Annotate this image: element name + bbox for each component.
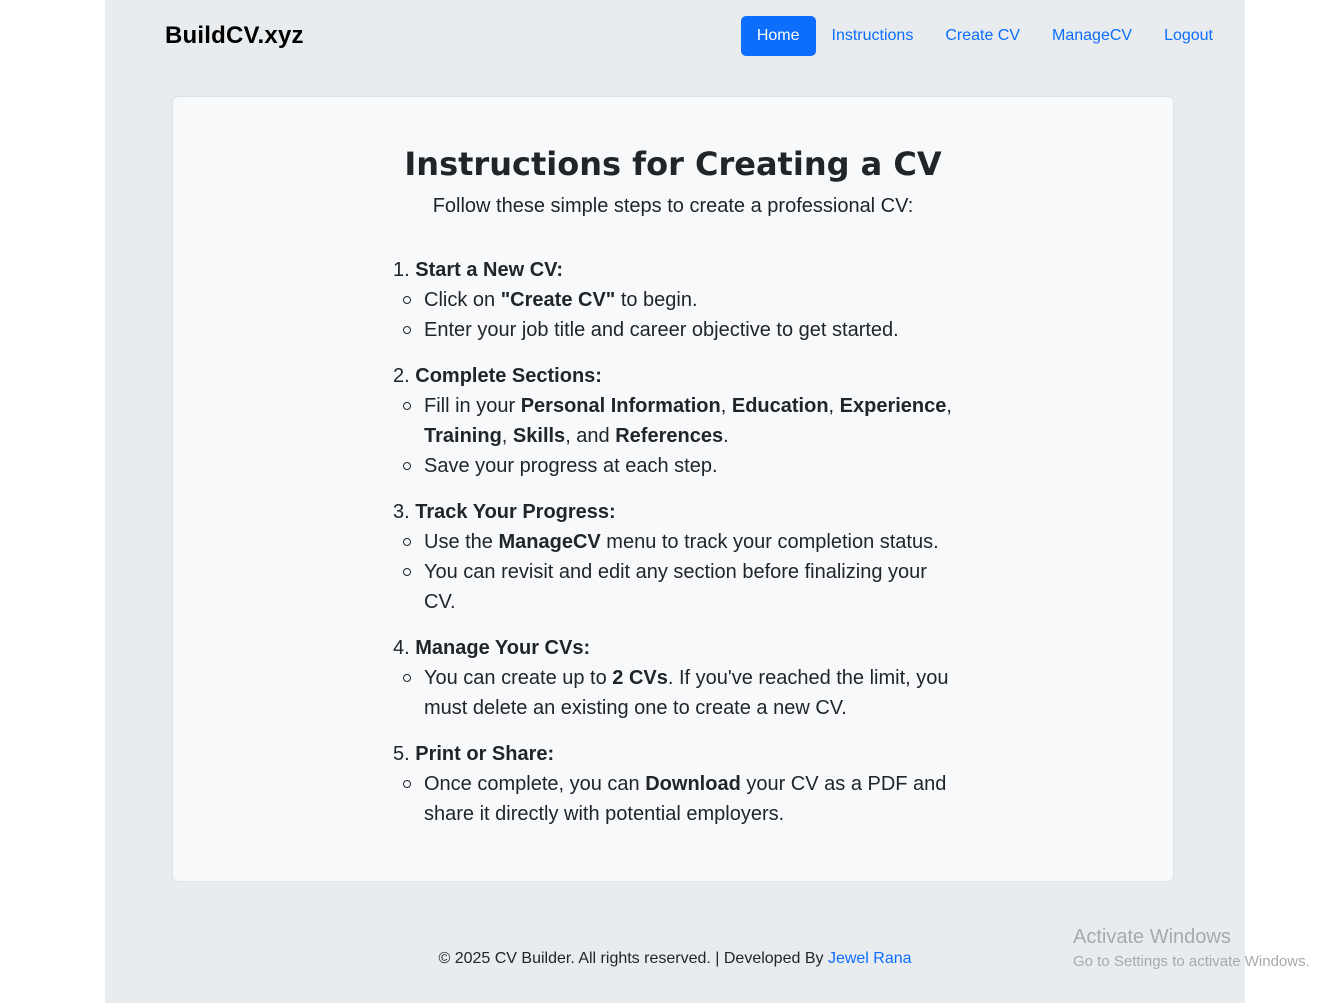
bullet-text: , and bbox=[565, 425, 616, 447]
bullet-text: , bbox=[720, 395, 732, 417]
steps-list bbox=[393, 255, 953, 845]
step-number: 2. bbox=[393, 365, 410, 387]
page-subtitle: Follow these simple steps to create a professional CV: bbox=[432, 195, 914, 217]
bold-text: "Create CV" bbox=[500, 289, 616, 311]
developer-link[interactable]: Jewel Rana bbox=[827, 950, 912, 967]
step-item bbox=[393, 255, 953, 345]
bullet-text: your CV as a PDF and share it directly with potential employers. bbox=[424, 773, 947, 825]
bold-text: Download bbox=[645, 773, 741, 795]
step-bullet bbox=[393, 769, 953, 829]
nav-home[interactable]: Home bbox=[741, 16, 816, 56]
bullet-text: , bbox=[501, 425, 513, 447]
step-heading bbox=[393, 361, 953, 391]
footer-text: © 2025 CV Builder. All rights reserved. | Developed By bbox=[438, 950, 828, 967]
nav-instructions[interactable]: Instructions bbox=[831, 27, 914, 44]
bold-text: References bbox=[615, 425, 724, 447]
step-item bbox=[393, 739, 953, 829]
bullet-text: Use the bbox=[424, 531, 499, 553]
watermark-subtitle: Go to Settings to activate Windows. bbox=[1073, 953, 1310, 970]
step-bullet bbox=[393, 527, 953, 557]
step-bullet bbox=[393, 557, 953, 617]
step-heading bbox=[393, 497, 953, 527]
bullet-text: , bbox=[946, 395, 952, 417]
bullet-text: Fill in your bbox=[424, 395, 521, 417]
bold-text: Experience bbox=[839, 395, 947, 417]
brand-logo[interactable]: BuildCV.xyz bbox=[165, 22, 304, 49]
bullet-text: menu to track your completion status. bbox=[600, 531, 939, 553]
page-title: Instructions for Creating a CV bbox=[404, 145, 942, 183]
instructions-card bbox=[172, 96, 1174, 882]
step-bullets bbox=[393, 285, 953, 345]
top-nav bbox=[741, 16, 1229, 56]
bullet-text: You can revisit and edit any section before finalizing your CV. bbox=[424, 561, 927, 613]
bold-text: 2 CVs bbox=[612, 667, 668, 689]
nav-manage-cv[interactable]: ManageCV bbox=[1052, 27, 1133, 44]
bold-text: Personal Information bbox=[520, 395, 721, 417]
step-bullets bbox=[393, 769, 953, 829]
step-heading bbox=[393, 739, 953, 769]
step-heading bbox=[393, 255, 953, 285]
activate-windows-watermark bbox=[1073, 926, 1310, 970]
step-bullet bbox=[393, 315, 953, 345]
step-bullet bbox=[393, 285, 953, 315]
bullet-text: You can create up to bbox=[424, 667, 613, 689]
watermark-title: Activate Windows bbox=[1073, 926, 1231, 948]
bullet-text: . bbox=[723, 425, 729, 447]
page-container bbox=[105, 0, 1245, 1003]
bold-text: Training bbox=[424, 425, 502, 447]
bold-text: Skills bbox=[512, 425, 566, 447]
bullet-text: . If you've reached the limit, you must delete an existing one to create a new CV. bbox=[424, 667, 949, 719]
step-title: Manage Your CVs: bbox=[415, 637, 591, 659]
step-bullet bbox=[393, 391, 953, 451]
step-number: 1. bbox=[393, 259, 410, 281]
bullet-text: , bbox=[828, 395, 840, 417]
nav-create-cv[interactable]: Create CV bbox=[945, 27, 1021, 44]
step-number: 3. bbox=[393, 501, 410, 523]
step-title: Start a New CV: bbox=[415, 259, 564, 281]
bullet-text: to begin. bbox=[615, 289, 698, 311]
bullet-text: Enter your job title and career objective to get started. bbox=[424, 319, 899, 341]
step-bullets bbox=[393, 391, 953, 481]
bullet-text: Once complete, you can bbox=[424, 773, 646, 795]
step-number: 4. bbox=[393, 637, 410, 659]
step-title: Complete Sections: bbox=[415, 365, 602, 387]
bullet-text: Save your progress at each step. bbox=[424, 455, 718, 477]
step-title: Track Your Progress: bbox=[415, 501, 616, 523]
step-item bbox=[393, 633, 953, 723]
nav-logout[interactable]: Logout bbox=[1164, 27, 1213, 44]
bullet-text: Click on bbox=[424, 289, 501, 311]
step-item bbox=[393, 361, 953, 481]
step-bullets bbox=[393, 663, 953, 723]
bold-text: Education bbox=[731, 395, 829, 417]
step-item bbox=[393, 497, 953, 617]
step-number: 5. bbox=[393, 743, 410, 765]
step-title: Print or Share: bbox=[415, 743, 555, 765]
step-bullet bbox=[393, 663, 953, 723]
step-bullet bbox=[393, 451, 953, 481]
step-heading bbox=[393, 633, 953, 663]
bold-text: ManageCV bbox=[498, 531, 601, 553]
step-bullets bbox=[393, 527, 953, 617]
